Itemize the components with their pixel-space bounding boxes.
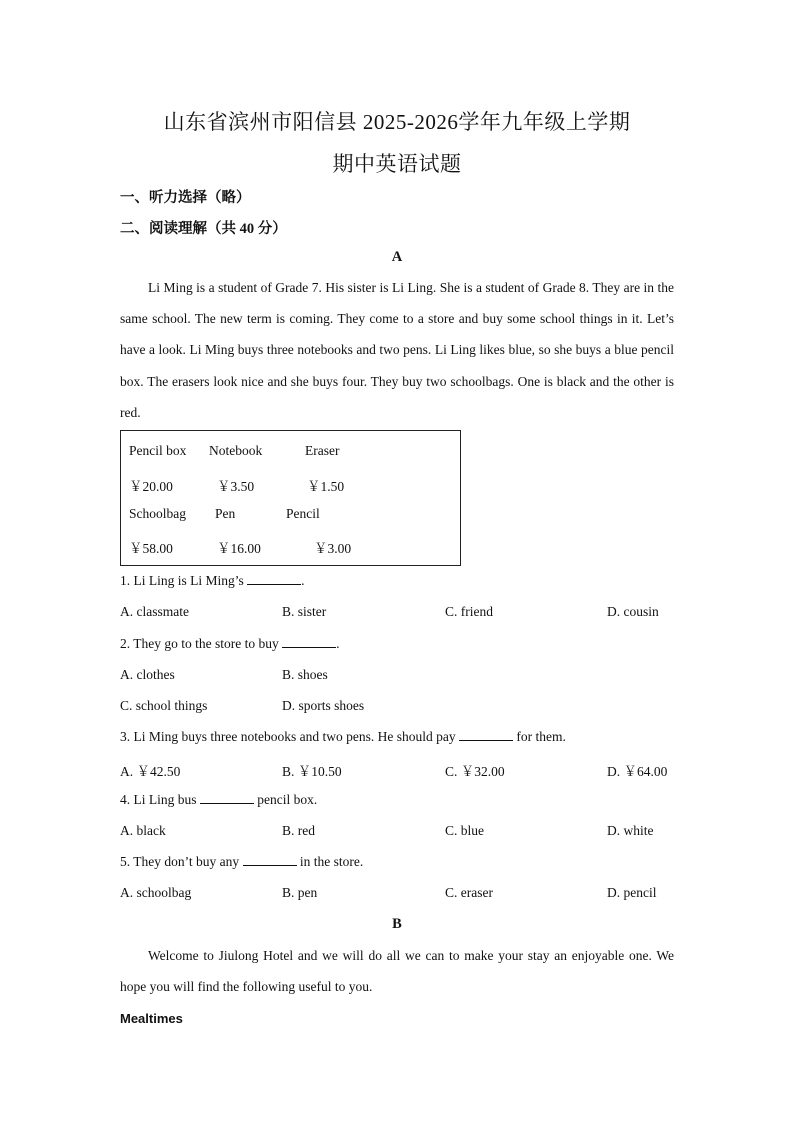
question-4: [120, 792, 317, 808]
price-table-price: ￥1.50: [307, 479, 345, 494]
question-stem-end: for them.: [512, 729, 566, 744]
q1-option-a: A. classmate: [120, 604, 189, 619]
q5-option-c: C. eraser: [445, 885, 493, 900]
q4-option-c: C. blue: [445, 823, 484, 838]
passage-a-text: Li Ming is a student of Grade 7. His sister is Li Ling. She is a student of Grade 8. They are in the same school. The new term is coming. They come to a store and buy some school things in it. Let’s have a look. Li Ming buys three notebooks and two pens. Li Ling likes blue, so she buys a blue pencil box. The erasers look nice and she buys four. They buy two schoolbags. One is black and the other is red.: [120, 280, 674, 420]
question-stem-end: .: [336, 636, 340, 651]
price-table-price: ￥3.00: [314, 541, 352, 556]
q5-option-b: B. pen: [282, 885, 318, 900]
question-stem: 3. Li Ming buys three notebooks and two pens. He should pay: [120, 729, 459, 744]
passage-a-label: A: [391, 249, 403, 265]
price-table-item: Eraser: [305, 443, 340, 458]
answer-blank: [282, 646, 336, 648]
price-table: [120, 430, 461, 566]
question-stem-end: pencil box.: [253, 792, 318, 807]
section-reading: 二、阅读理解（共 40 分）: [120, 221, 287, 237]
q1-option-c: C. friend: [445, 604, 493, 619]
question-5: [120, 854, 363, 870]
q2-option-c: C. school things: [120, 698, 208, 713]
price-table-price: ￥58.00: [129, 541, 173, 556]
answer-blank: [459, 739, 513, 741]
q3-option-a: A. ￥42.50: [120, 764, 181, 779]
price-table-price: ￥20.00: [129, 479, 173, 494]
q2-option-d: D. sports shoes: [282, 698, 365, 713]
q4-option-d: D. white: [607, 823, 654, 838]
price-table-price: ￥16.00: [217, 541, 261, 556]
price-table-item: Pencil box: [129, 443, 187, 458]
q4-option-b: B. red: [282, 823, 315, 838]
answer-blank: [200, 802, 254, 804]
question-stem: 2. They go to the store to buy: [120, 636, 283, 651]
passage-b-text: Welcome to Jiulong Hotel and we will do all we can to make your stay an enjoyable one. We hope you will find the following useful to you.: [120, 948, 674, 995]
question-stem: 5. They don’t buy any: [120, 854, 243, 869]
price-table-item: Pencil: [286, 506, 320, 521]
price-table-price: ￥3.50: [217, 479, 255, 494]
q2-option-b: B. shoes: [282, 667, 328, 682]
answer-blank: [243, 864, 297, 866]
question-3: [120, 729, 566, 745]
page-subtitle: 期中英语试题: [332, 152, 462, 176]
q3-option-d: D. ￥64.00: [607, 764, 668, 779]
price-table-item: Notebook: [209, 443, 263, 458]
page-title: 山东省滨州市阳信县 2025-2026学年九年级上学期: [163, 110, 631, 134]
q3-option-b: B. ￥10.50: [282, 764, 342, 779]
question-stem: 1. Li Ling is Li Ming’s: [120, 573, 248, 588]
price-table-item: Schoolbag: [129, 506, 186, 521]
question-1: [120, 573, 305, 589]
q5-option-a: A. schoolbag: [120, 885, 192, 900]
q1-option-b: B. sister: [282, 604, 327, 619]
question-stem-end: .: [301, 573, 305, 588]
passage-b-label: B: [392, 916, 402, 932]
price-table-item: Pen: [215, 506, 236, 521]
question-2: [120, 636, 339, 652]
q4-option-a: A. black: [120, 823, 166, 838]
q5-option-d: D. pencil: [607, 885, 657, 900]
question-stem-end: in the store.: [296, 854, 364, 869]
section-listening: 一、听力选择（略）: [120, 190, 251, 206]
q2-option-a: A. clothes: [120, 667, 175, 682]
mealtimes-heading: Mealtimes: [120, 1011, 183, 1026]
q1-option-d: D. cousin: [607, 604, 659, 619]
answer-blank: [247, 583, 301, 585]
q3-option-c: C. ￥32.00: [445, 764, 505, 779]
question-stem: 4. Li Ling bus: [120, 792, 200, 807]
